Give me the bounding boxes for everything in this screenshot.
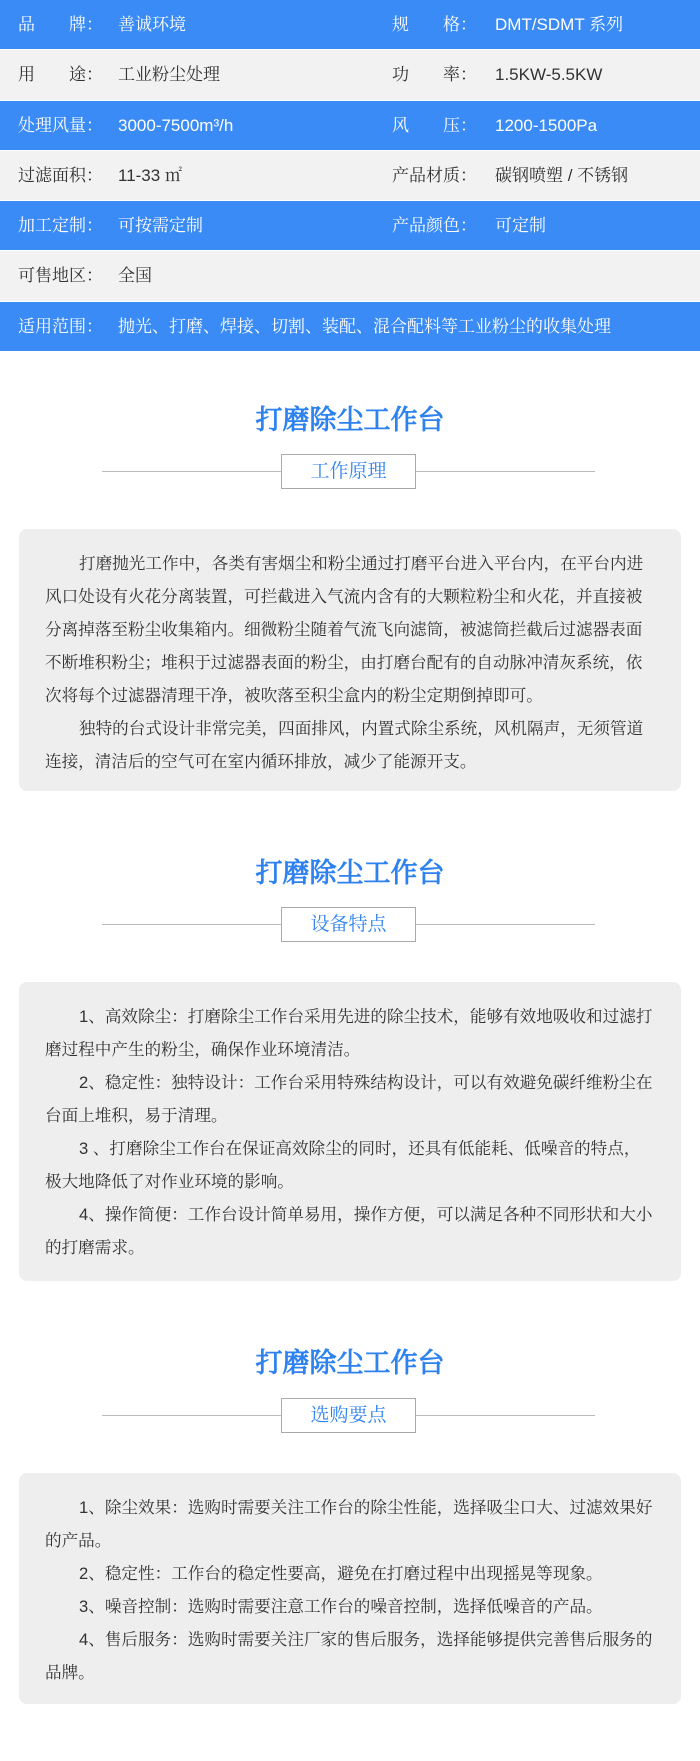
spec-label: 风 压： — [392, 115, 477, 135]
spec-label: 规 格： — [392, 15, 477, 34]
section-tag: 选购要点 — [281, 1398, 416, 1433]
spec-label: 适用范围： — [18, 316, 103, 336]
spec-label: 可售地区： — [18, 266, 103, 286]
spec-label: 产品颜色： — [392, 216, 477, 236]
spec-label: 功 率： — [392, 65, 477, 85]
spec-label: 过滤面积： — [18, 165, 103, 185]
spec-value: 善诚环境 — [118, 15, 186, 34]
spec-row — [0, 302, 700, 352]
spec-row — [0, 201, 700, 251]
spec-value: 3000-7500m³/h — [118, 115, 234, 135]
section-title: 打磨除尘工作台 — [255, 405, 445, 435]
content-panel — [19, 982, 681, 1281]
paragraph: 3 、打磨除尘工作台在保证高效除尘的同时，还具有低能耗、低噪音的特点，极大地降低了对作业环境的影响。 — [45, 1139, 641, 1191]
spec-row — [0, 151, 700, 201]
paragraph: 3、噪音控制：选购时需要注意工作台的噪音控制，选择低噪音的产品。 — [79, 1597, 603, 1616]
spec-value: 抛光、打磨、焊接、切割、装配、混合配料等工业粉尘的收集处理 — [118, 316, 611, 336]
paragraph: 1、除尘效果：选购时需要关注工作台的除尘性能，选择吸尘口大、过滤效果好的产品。 — [45, 1498, 653, 1550]
paragraph: 2、稳定性：独特设计：工作台采用特殊结构设计，可以有效避免碳纤维粉尘在台面上堆积，易于清理。 — [45, 1073, 653, 1125]
spec-value: 工业粉尘处理 — [118, 65, 220, 85]
spec-value: 全国 — [118, 266, 152, 286]
section-tag: 工作原理 — [281, 454, 416, 489]
spec-value: 可定制 — [495, 216, 546, 236]
spec-row — [0, 50, 700, 100]
spec-value: 碳钢喷塑 / 不锈钢 — [495, 165, 629, 185]
content-panel — [19, 529, 681, 791]
spec-label: 处理风量： — [18, 115, 103, 135]
spec-row — [0, 0, 700, 50]
paragraph: 2、稳定性：工作台的稳定性要高，避免在打磨过程中出现摇晃等现象。 — [79, 1564, 603, 1583]
spec-value: 1200-1500Pa — [495, 115, 598, 135]
spec-label: 加工定制： — [18, 216, 103, 236]
paragraph: 1、高效除尘：打磨除尘工作台采用先进的除尘技术，能够有效地吸收和过滤打磨过程中产生的粉尘，确保作业环境清洁。 — [45, 1007, 653, 1059]
spec-value: DMT/SDMT 系列 — [495, 15, 624, 34]
spec-value: 11-33 ㎡ — [118, 165, 182, 185]
paragraph: 4、售后服务：选购时需要关注厂家的售后服务，选择能够提供完善售后服务的品牌。 — [45, 1630, 653, 1682]
content-panel — [19, 1473, 681, 1704]
spec-label: 用 途： — [18, 65, 103, 85]
section-title: 打磨除尘工作台 — [255, 1348, 445, 1378]
spec-row — [0, 101, 700, 151]
paragraph: 4、操作简便：工作台设计简单易用，操作方便，可以满足各种不同形状和大小的打磨需求。 — [45, 1205, 653, 1257]
paragraph: 打磨抛光工作中，各类有害烟尘和粉尘通过打磨平台进入平台内，在平台内进风口处设有火花分离装置，可拦截进入气流内含有的大颗粒粉尘和火花，并直接被分离掉落至粉尘收集箱内。细微粉尘随着气流飞向滤筒，被滤筒拦截后过滤器表面不断堆积粉尘；堆积于过滤器表面的粉尘，由打磨台配有的自动脉冲清灰系统，依次将每个过滤器清理干净，被吹落至积尘盒内的粉尘定期倒掉即可。 — [45, 554, 644, 705]
spec-row — [0, 251, 700, 301]
spec-table — [0, 0, 700, 352]
spec-label: 品 牌： — [18, 15, 103, 34]
spec-value: 可按需定制 — [118, 216, 203, 236]
spec-label: 产品材质： — [392, 165, 477, 185]
spec-value: 1.5KW-5.5KW — [495, 65, 603, 85]
section-title: 打磨除尘工作台 — [255, 858, 445, 888]
section-tag: 设备特点 — [281, 907, 416, 942]
paragraph: 独特的台式设计非常完美，四面排风，内置式除尘系统，风机隔声，无须管道连接，清洁后的空气可在室内循环排放，减少了能源开支。 — [45, 719, 644, 771]
